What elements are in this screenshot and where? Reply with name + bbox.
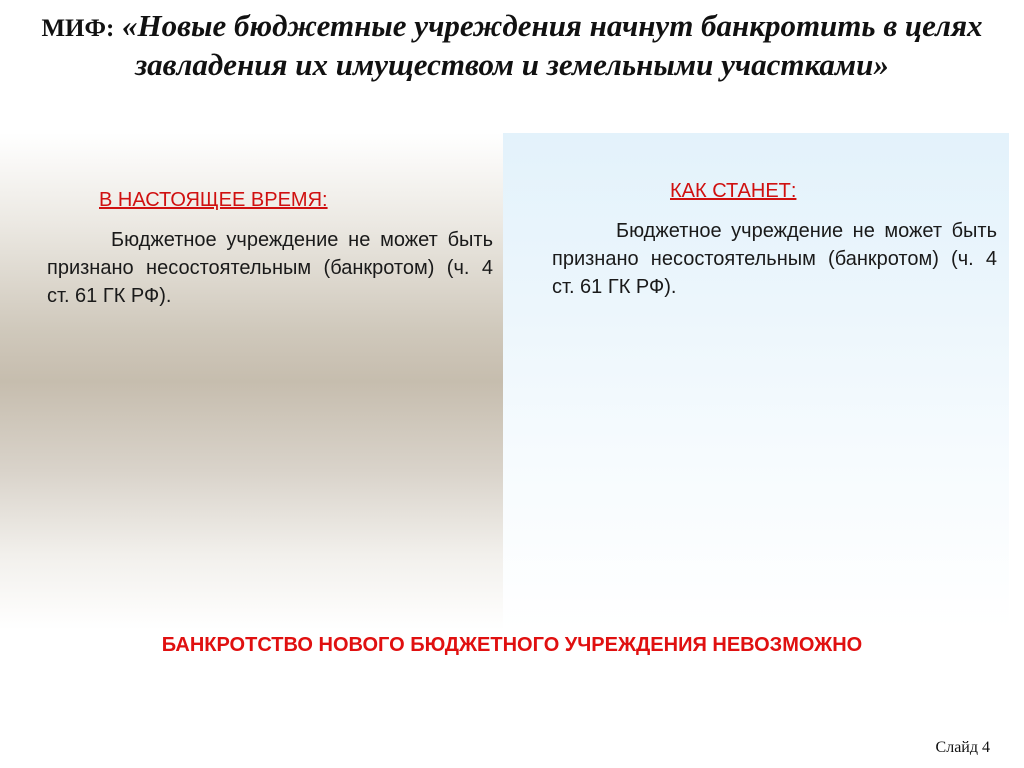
title-quote: «Новые бюджетные учреждения начнут банкротить в целях завладения их имуществом и земельными участками» bbox=[122, 8, 983, 82]
title-prefix: МИФ: bbox=[41, 15, 115, 42]
future-text: Бюджетное учреждение не может быть признано несостоятельным (банкротом) (ч. 4 ст. 61 ГК РФ). bbox=[552, 220, 997, 298]
slide-title bbox=[20, 8, 1004, 83]
conclusion-text: БАНКРОТСТВО НОВОГО БЮДЖЕТНОГО УЧРЕЖДЕНИЯ НЕВОЗМОЖНО bbox=[161, 634, 863, 656]
slide-number: Слайд 4 bbox=[935, 739, 990, 756]
current-heading: В НАСТОЯЩЕЕ ВРЕМЯ: bbox=[99, 189, 328, 211]
right-panel-background bbox=[503, 133, 1009, 630]
current-text: Бюджетное учреждение не может быть признано несостоятельным (банкротом) (ч. 4 ст. 61 ГК РФ). bbox=[47, 229, 493, 307]
future-heading: КАК СТАНЕТ: bbox=[670, 180, 797, 202]
